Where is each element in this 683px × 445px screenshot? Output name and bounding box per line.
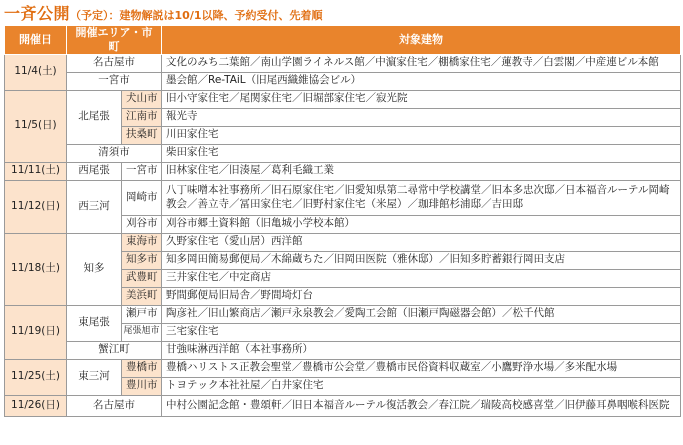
city-cell: 岡崎市	[122, 180, 162, 215]
area-cell: 名古屋市	[67, 54, 162, 72]
area-cell: 蟹江町	[67, 341, 162, 359]
area-cell: 北尾張	[67, 90, 122, 144]
city-cell: 犬山市	[122, 90, 162, 108]
area-cell: 東三河	[67, 359, 122, 395]
date-cell: 11/19(日)	[5, 305, 67, 359]
schedule-table	[4, 25, 681, 417]
buildings-cell: 豊橋ハリストス正教会聖堂／豊橋市公会堂／豊橋市民俗資料収蔵室／小鷹野浄水場／多米配水場	[162, 359, 681, 377]
area-cell: 一宮市	[67, 72, 162, 90]
date-cell: 11/11(土)	[5, 162, 67, 180]
buildings-cell: 三井家住宅／中定商店	[162, 269, 681, 287]
city-cell: 江南市	[122, 108, 162, 126]
date-cell: 11/12(日)	[5, 180, 67, 233]
header-buildings: 対象建物	[162, 26, 681, 55]
date-cell: 11/18(土)	[5, 233, 67, 305]
city-cell: 尾張旭市	[122, 323, 162, 341]
table-row	[5, 305, 681, 323]
city-cell: 知多市	[122, 251, 162, 269]
table-row	[5, 54, 681, 72]
buildings-cell: 柴田家住宅	[162, 144, 681, 162]
city-cell: 扶桑町	[122, 126, 162, 144]
date-cell: 11/25(土)	[5, 359, 67, 395]
area-cell: 名古屋市	[67, 395, 162, 416]
table-row	[5, 395, 681, 416]
area-cell: 東尾張	[67, 305, 122, 341]
city-cell: 一宮市	[122, 162, 162, 180]
buildings-cell: 知多岡田簡易郵便局／木綿蔵ちた／旧岡田医院（雅休邸）／旧知多貯蓄銀行岡田支店	[162, 251, 681, 269]
page-heading	[4, 1, 680, 25]
city-cell: 刈谷市	[122, 215, 162, 233]
heading-note: （予定）：建物解説は10/1以降、予約受付、先着順	[70, 9, 323, 22]
buildings-cell: 甘強味淋西洋館（本社事務所）	[162, 341, 681, 359]
buildings-cell: 墨会館／Re-TAiL（旧尾西織維協会ビル）	[162, 72, 681, 90]
buildings-cell: 野間郵便局旧局舎／野間埼灯台	[162, 287, 681, 305]
date-cell: 11/4(土)	[5, 54, 67, 90]
table-row	[5, 359, 681, 377]
buildings-cell: 文化のみち二葉館／南山学園ライネルス館／中濵家住宅／棚橋家住宅／蓮教寺／白雲閣／中産連ビル本館	[162, 54, 681, 72]
buildings-cell: 旧小守家住宅／尾関家住宅／旧堀部家住宅／寂光院	[162, 90, 681, 108]
city-cell: 美浜町	[122, 287, 162, 305]
city-cell: 豊橋市	[122, 359, 162, 377]
city-cell: 東海市	[122, 233, 162, 251]
table-header-row	[5, 26, 681, 55]
buildings-cell: 陶彦社／旧山繁商店／瀬戸永泉教会／愛陶工会館（旧瀬戸陶磁器会館）／松千代館	[162, 305, 681, 323]
buildings-cell: 八丁味噌本社事務所／旧石原家住宅／旧愛知県第二尋常中学校講堂／旧本多忠次邸／日本福音ルーテル岡崎教会／善立寺／冨田家住宅／旧野村家住宅（米屋）／珈琲館杉浦邸／吉田邸	[162, 180, 681, 215]
table-row	[5, 90, 681, 108]
buildings-cell: トヨテック本社社屋／白井家住宅	[162, 377, 681, 395]
heading-title: 一斉公開	[4, 4, 71, 23]
city-cell: 豊川市	[122, 377, 162, 395]
table-row	[5, 341, 681, 359]
table-row	[5, 144, 681, 162]
table-row	[5, 162, 681, 180]
date-cell: 11/5(日)	[5, 90, 67, 162]
city-cell: 武豊町	[122, 269, 162, 287]
city-cell: 瀬戸市	[122, 305, 162, 323]
table-row	[5, 233, 681, 251]
area-cell: 知多	[67, 233, 122, 305]
area-cell: 清須市	[67, 144, 162, 162]
table-row	[5, 72, 681, 90]
buildings-cell: 三宅家住宅	[162, 323, 681, 341]
buildings-cell: 川田家住宅	[162, 126, 681, 144]
header-date: 開催日	[5, 26, 67, 55]
table-row	[5, 180, 681, 215]
buildings-cell: 中村公園記念館・豊頌軒／旧日本福音ルーテル復活教会／春江院／瑞陵高校感喜堂／旧伊藤耳鼻咽喉科医院	[162, 395, 681, 416]
buildings-cell: 久野家住宅（愛山居）西洋館	[162, 233, 681, 251]
area-cell: 西三河	[67, 180, 122, 233]
buildings-cell: 報光寺	[162, 108, 681, 126]
header-area: 開催エリア・市町	[67, 26, 162, 55]
date-cell: 11/26(日)	[5, 395, 67, 416]
buildings-cell: 旧林家住宅／旧湊屋／葛利毛織工業	[162, 162, 681, 180]
area-cell: 西尾張	[67, 162, 122, 180]
buildings-cell: 刈谷市郷土資料館（旧亀城小学校本館）	[162, 215, 681, 233]
